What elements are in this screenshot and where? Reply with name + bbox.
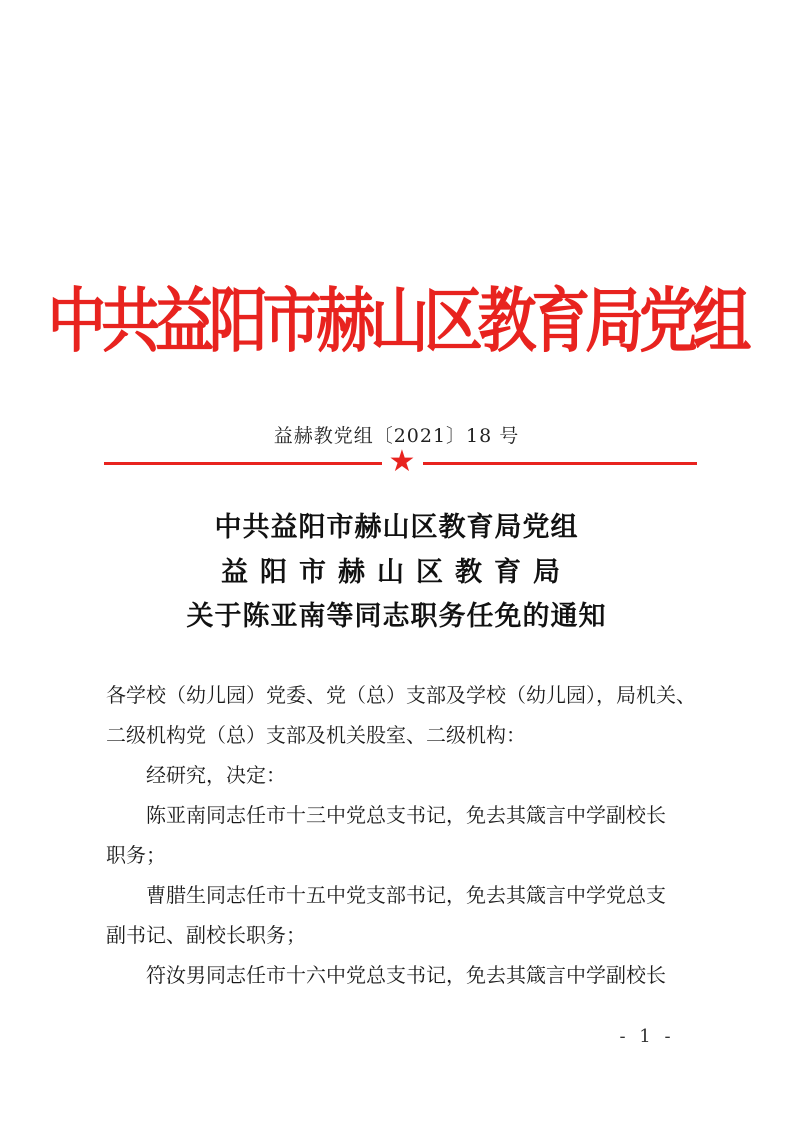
red-star-icon: ★	[388, 444, 416, 479]
body-line: 曹腊生同志任市十五中党支部书记，免去其箴言中学党总支	[146, 883, 666, 907]
body-line: 二级机构党（总）支部及机关股室、二级机构：	[106, 723, 526, 747]
red-separator-line-left	[104, 462, 382, 465]
notice-title-line-1: 中共益阳市赫山区教育局党组	[214, 512, 579, 543]
page-number: - 1 -	[619, 1026, 675, 1047]
red-separator-line-right	[423, 462, 697, 465]
body-line: 陈亚南同志任市十三中党总支书记，免去其箴言中学副校长	[146, 803, 666, 827]
body-line: 各学校（幼儿园）党委、党（总）支部及学校（幼儿园），局机关、	[106, 683, 696, 707]
notice-title-line-2: 益阳市赫山区教育局	[221, 557, 572, 588]
document-number: 益赫教党组〔2021〕18 号	[273, 425, 520, 447]
body-line: 符汝男同志任市十六中党总支书记，免去其箴言中学副校长	[146, 963, 666, 987]
notice-title-line-3: 关于陈亚南等同志职务任免的通知	[186, 601, 607, 632]
body-line: 副书记、副校长职务；	[106, 923, 306, 947]
masthead	[0, 270, 793, 360]
masthead-title: 中共益阳市赫山区教育局党组	[47, 278, 746, 362]
body-line: 职务；	[106, 843, 166, 867]
body-line: 经研究，决定：	[146, 763, 286, 787]
